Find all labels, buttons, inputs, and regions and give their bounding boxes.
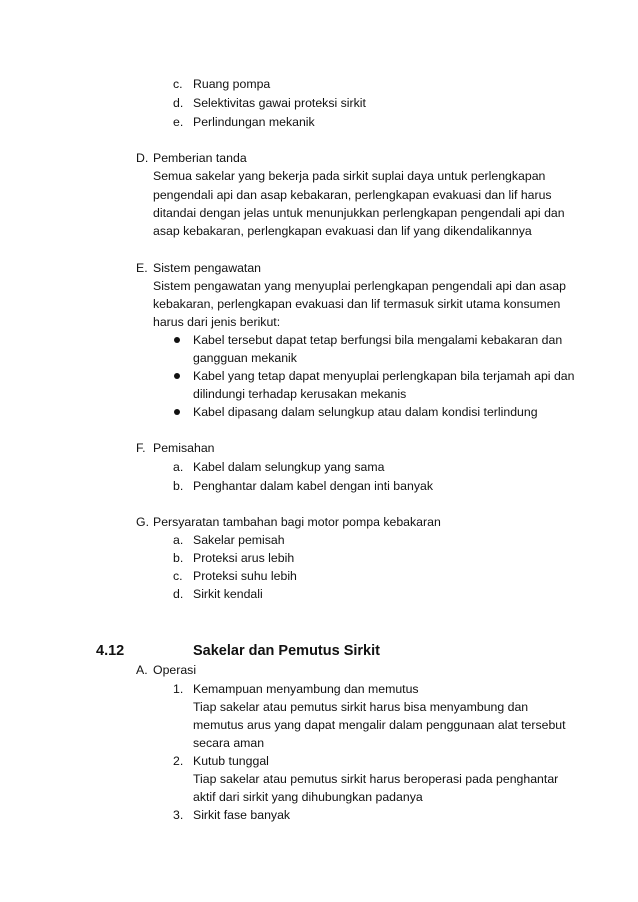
bullet-line: dilindungi terhadap kerusakan mekanis xyxy=(193,387,407,401)
list-item: Ruang pompa xyxy=(193,77,271,91)
list-item: Kutub tunggal xyxy=(193,754,269,768)
list-label: 2. xyxy=(173,754,184,768)
bullet-dot xyxy=(174,337,180,343)
paragraph-line: aktif dari sirkit yang dihubungkan padanya xyxy=(193,790,423,804)
paragraph-line: harus dari jenis berikut: xyxy=(153,315,281,329)
list-label: 3. xyxy=(173,808,184,822)
list-label: 1. xyxy=(173,682,184,696)
section-label: F. xyxy=(136,441,146,455)
section-title: Pemisahan xyxy=(153,441,215,455)
section-label: D. xyxy=(136,151,149,165)
list-label: c. xyxy=(173,569,183,583)
list-label: b. xyxy=(173,551,184,565)
list-item: Proteksi suhu lebih xyxy=(193,569,297,583)
paragraph-line: Sistem pengawatan yang menyuplai perlengkapan pengendali api dan asap xyxy=(153,279,566,293)
paragraph-line: kebakaran, perlengkapan evakuasi dan lif termasuk sirkit utama konsumen xyxy=(153,297,561,311)
bullet-line: gangguan mekanik xyxy=(193,351,297,365)
paragraph-line: memutus arus yang dapat mengalir dalam penggunaan alat tersebut xyxy=(193,718,566,732)
bullet-line: Kabel tersebut dapat tetap berfungsi bila mengalami kebakaran dan xyxy=(193,333,563,347)
section-label: A. xyxy=(136,663,148,677)
list-label: e. xyxy=(173,115,184,129)
section-number: 4.12 xyxy=(96,643,125,659)
paragraph-line: asap kebakaran, perlengkapan evakuasi dan lif yang dikendalikannya xyxy=(153,224,532,238)
section-label: E. xyxy=(136,261,148,275)
bullet-dot xyxy=(174,409,180,415)
section-title: Sistem pengawatan xyxy=(153,261,262,275)
paragraph-line: Tiap sakelar atau pemutus sirkit harus bisa menyambung dan xyxy=(193,700,529,714)
paragraph-line: Tiap sakelar atau pemutus sirkit harus beroperasi pada penghantar xyxy=(193,772,559,786)
paragraph-line: pengendali api dan asap kebakaran, perlengkapan evakuasi dan lif harus xyxy=(153,188,552,202)
list-item: Sakelar pemisah xyxy=(193,533,285,547)
list-item: Sirkit fase banyak xyxy=(193,808,291,822)
list-label: a. xyxy=(173,460,184,474)
list-item: Proteksi arus lebih xyxy=(193,551,295,565)
section-title: Pemberian tanda xyxy=(153,151,247,165)
list-item: Selektivitas gawai proteksi sirkit xyxy=(193,96,366,110)
bullet-line: Kabel yang tetap dapat menyuplai perlengkapan bila terjamah api dan xyxy=(193,369,575,383)
paragraph-line: Semua sakelar yang bekerja pada sirkit suplai daya untuk perlengkapan xyxy=(153,169,546,183)
section-title: Persyaratan tambahan bagi motor pompa kebakaran xyxy=(153,515,441,529)
list-item: Sirkit kendali xyxy=(193,587,263,601)
list-label: d. xyxy=(173,587,184,601)
section-label: G. xyxy=(136,515,149,529)
section-heading: Sakelar dan Pemutus Sirkit xyxy=(193,643,380,659)
paragraph-line: secara aman xyxy=(193,736,265,750)
list-item: Penghantar dalam kabel dengan inti banyak xyxy=(193,479,433,493)
list-label: d. xyxy=(173,96,184,110)
bullet-dot xyxy=(174,373,180,379)
list-item: Kemampuan menyambung dan memutus xyxy=(193,682,419,696)
list-label: b. xyxy=(173,479,184,493)
list-item: Kabel dalam selungkup yang sama xyxy=(193,460,385,474)
bullet-line: Kabel dipasang dalam selungkup atau dalam kondisi terlindung xyxy=(193,405,538,419)
paragraph-line: ditandai dengan jelas untuk menunjukkan perlengkapan pengendali api dan xyxy=(153,206,565,220)
section-title: Operasi xyxy=(153,663,197,677)
list-label: c. xyxy=(173,77,183,91)
list-label: a. xyxy=(173,533,184,547)
list-item: Perlindungan mekanik xyxy=(193,115,315,129)
